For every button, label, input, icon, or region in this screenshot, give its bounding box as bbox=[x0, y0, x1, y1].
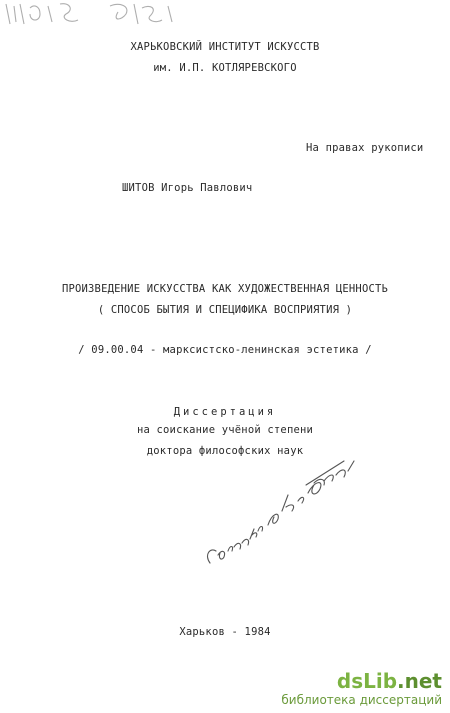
dslib-subtitle: библиотека диссертаций bbox=[281, 693, 442, 707]
degree-line-2: доктора философских наук bbox=[146, 445, 304, 457]
manuscript-rights-note: На правах рукописи bbox=[306, 142, 424, 154]
dissertation-subtitle: ( СПОСОБ БЫТИЯ И СПЕЦИФИКА ВОСПРИЯТИЯ ) bbox=[97, 304, 353, 316]
place-and-year: Харьков - 1984 bbox=[179, 626, 271, 638]
document-type: Диссертация bbox=[173, 406, 277, 418]
institution-name: ХАРЬКОВСКИЙ ИНСТИТУТ ИСКУССТВ bbox=[130, 41, 320, 53]
dslib-logo: dsLib.net bbox=[336, 669, 442, 693]
degree-line-1: на соискание учёной степени bbox=[136, 424, 314, 436]
institution-dedication: им. И.П. КОТЛЯРЕВСКОГО bbox=[153, 62, 297, 74]
author-name: ШИТОВ Игорь Павлович bbox=[122, 182, 253, 194]
handwritten-mark-top bbox=[0, 0, 190, 28]
handwritten-signature bbox=[196, 455, 366, 580]
specialty-code: / 09.00.04 - марксистско-ленинская эстетика / bbox=[78, 344, 372, 356]
dslib-watermark bbox=[281, 671, 442, 707]
dissertation-title: ПРОИЗВЕДЕНИЕ ИСКУССТВА КАК ХУДОЖЕСТВЕННАЯ ЦЕННОСТЬ bbox=[61, 283, 389, 295]
